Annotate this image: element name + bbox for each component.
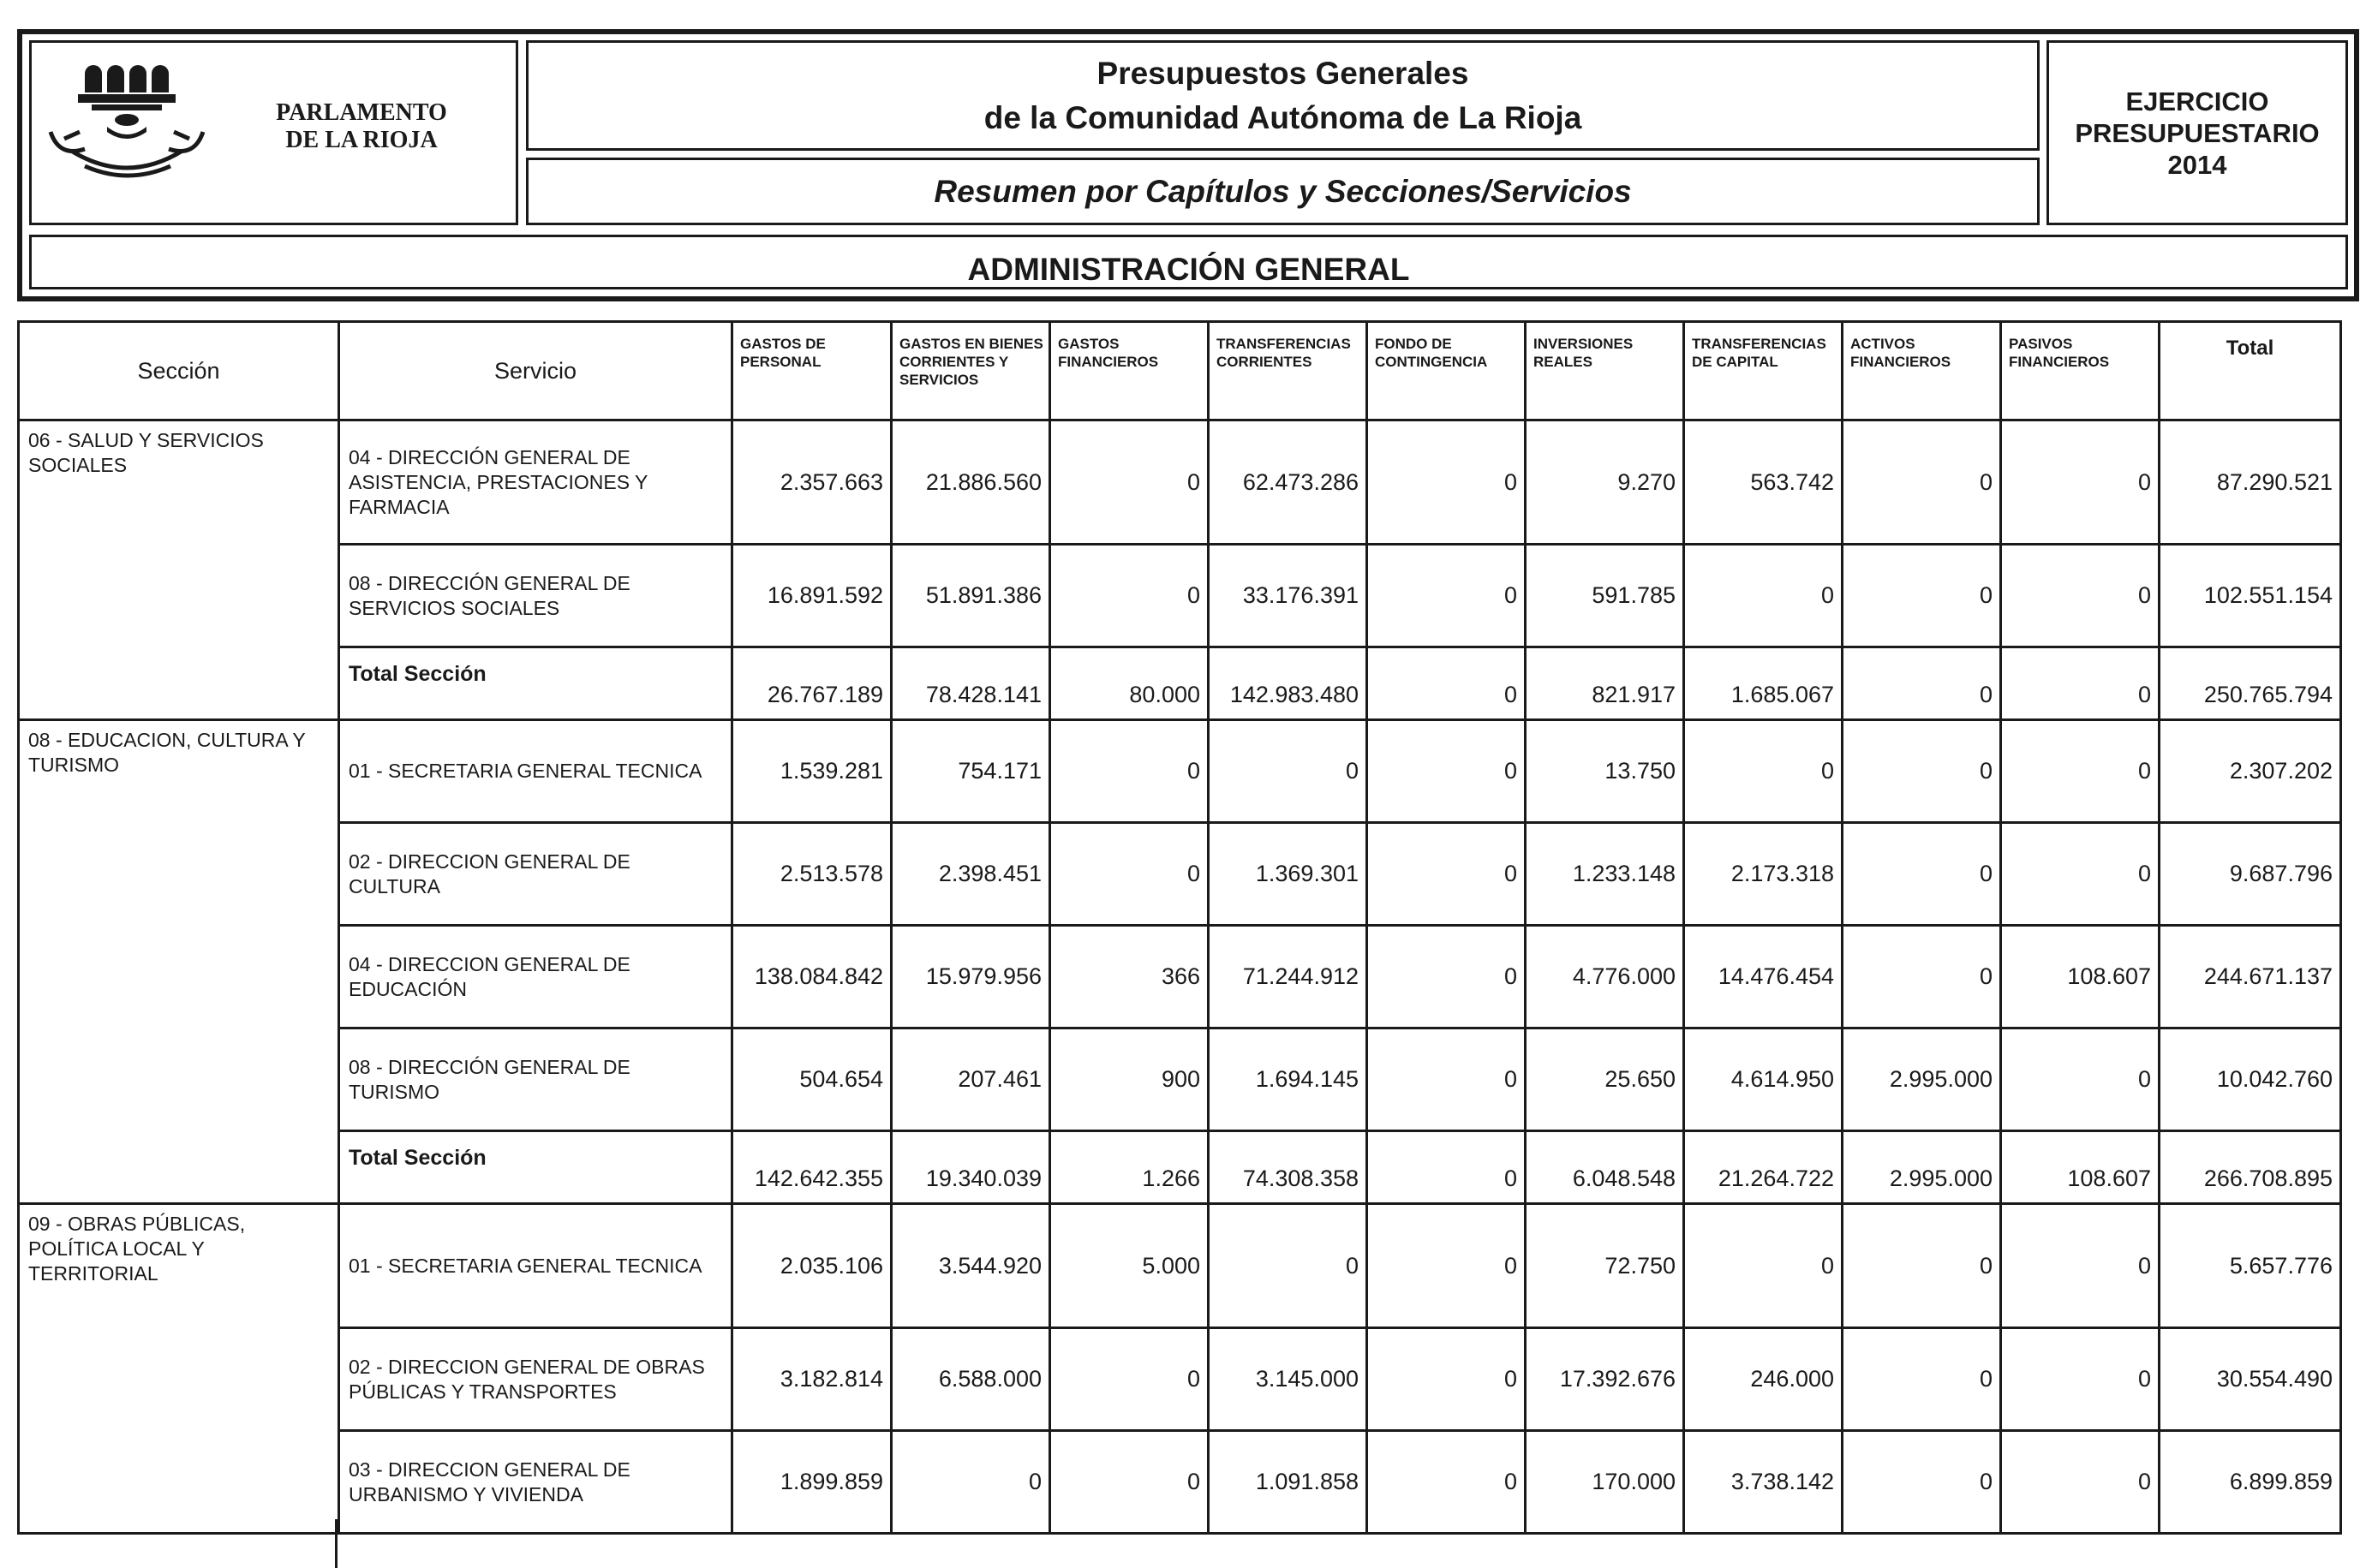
col-pasivos-financieros: PASIVOS FINANCIEROS (2001, 322, 2160, 420)
value-cell: 2.173.318 (1684, 823, 1843, 926)
value-cell: 142.983.480 (1209, 647, 1367, 720)
servicio-cell: 04 - DIRECCIÓN GENERAL DE ASISTENCIA, PRESTACIONES Y FARMACIA (339, 420, 732, 545)
value-cell: 0 (1050, 420, 1209, 545)
total-cell: 10.042.760 (2160, 1028, 2341, 1131)
seccion-cell: 09 - OBRAS PÚBLICAS, POLÍTICA LOCAL Y TERRITORIAL (19, 1204, 339, 1534)
table-row (19, 1431, 2341, 1534)
table-row (19, 1328, 2341, 1431)
total-cell: 30.554.490 (2160, 1328, 2341, 1431)
table-row (19, 823, 2341, 926)
value-cell: 4.776.000 (1526, 926, 1684, 1028)
value-cell: 6.588.000 (892, 1328, 1050, 1431)
value-cell: 26.767.189 (732, 647, 892, 720)
value-cell: 2.398.451 (892, 823, 1050, 926)
subtitle-box (526, 158, 2040, 225)
value-cell: 0 (2001, 545, 2160, 647)
col-transferencias-capital: TRANSFERENCIAS DE CAPITAL (1684, 322, 1843, 420)
table-header-row (19, 322, 2341, 420)
total-row (19, 647, 2341, 720)
value-cell: 25.650 (1526, 1028, 1684, 1131)
value-cell: 563.742 (1684, 420, 1843, 545)
value-cell: 138.084.842 (732, 926, 892, 1028)
value-cell: 108.607 (2001, 1131, 2160, 1204)
value-cell: 0 (1367, 926, 1526, 1028)
section-title: ADMINISTRACIÓN GENERAL (967, 252, 1410, 287)
logo-text (263, 99, 460, 154)
value-cell: 51.891.386 (892, 545, 1050, 647)
value-cell: 1.369.301 (1209, 823, 1367, 926)
title-line2: de la Comunidad Autónoma de La Rioja (983, 99, 1582, 135)
value-cell: 108.607 (2001, 926, 2160, 1028)
value-cell: 0 (1367, 1431, 1526, 1534)
value-cell: 754.171 (892, 720, 1050, 823)
value-cell: 14.476.454 (1684, 926, 1843, 1028)
servicio-cell: 03 - DIRECCION GENERAL DE URBANISMO Y VIVIENDA (339, 1431, 732, 1534)
total-row (19, 1131, 2341, 1204)
col-fondo-contingencia: FONDO DE CONTINGENCIA (1367, 322, 1526, 420)
value-cell: 0 (1050, 720, 1209, 823)
col-activos-financieros: ACTIVOS FINANCIEROS (1843, 322, 2001, 420)
value-cell: 0 (2001, 720, 2160, 823)
col-gastos-bienes: GASTOS EN BIENES CORRIENTES Y SERVICIOS (892, 322, 1050, 420)
value-cell: 504.654 (732, 1028, 892, 1131)
value-cell: 1.694.145 (1209, 1028, 1367, 1131)
value-cell: 5.000 (1050, 1204, 1209, 1328)
servicio-cell: 02 - DIRECCION GENERAL DE OBRAS PÚBLICAS Y TRANSPORTES (339, 1328, 732, 1431)
value-cell: 2.035.106 (732, 1204, 892, 1328)
servicio-cell: 04 - DIRECCION GENERAL DE EDUCACIÓN (339, 926, 732, 1028)
value-cell: 591.785 (1526, 545, 1684, 647)
value-cell: 16.891.592 (732, 545, 892, 647)
table-row (19, 926, 2341, 1028)
logo-line1: PARLAMENTO (276, 99, 447, 126)
total-seccion-label: Total Sección (339, 1131, 732, 1204)
value-cell: 0 (2001, 1328, 2160, 1431)
col-transferencias-corrientes: TRANSFERENCIAS CORRIENTES (1209, 322, 1367, 420)
col-gastos-financieros: GASTOS FINANCIEROS (1050, 322, 1209, 420)
total-cell: 266.708.895 (2160, 1131, 2341, 1204)
value-cell: 1.899.859 (732, 1431, 892, 1534)
value-cell: 0 (1367, 420, 1526, 545)
value-cell: 0 (1050, 545, 1209, 647)
year-box (2046, 40, 2348, 225)
value-cell: 0 (1843, 647, 2001, 720)
col-gastos-personal: GASTOS DE PERSONAL (732, 322, 892, 420)
total-cell: 9.687.796 (2160, 823, 2341, 926)
value-cell: 17.392.676 (1526, 1328, 1684, 1431)
value-cell: 2.995.000 (1843, 1131, 2001, 1204)
servicio-cell: 02 - DIRECCION GENERAL DE CULTURA (339, 823, 732, 926)
table-row (19, 420, 2341, 545)
value-cell: 21.264.722 (1684, 1131, 1843, 1204)
servicio-cell: 08 - DIRECCIÓN GENERAL DE SERVICIOS SOCIALES (339, 545, 732, 647)
col-inversiones-reales: INVERSIONES REALES (1526, 322, 1684, 420)
year-line2: PRESUPUESTARIO (2075, 117, 2320, 148)
value-cell: 0 (1843, 545, 2001, 647)
value-cell: 3.544.920 (892, 1204, 1050, 1328)
value-cell: 9.270 (1526, 420, 1684, 545)
value-cell: 1.233.148 (1526, 823, 1684, 926)
logo-line2: DE LA RIOJA (285, 127, 438, 153)
col-total: Total (2160, 322, 2341, 420)
table-body (19, 420, 2341, 1534)
value-cell: 62.473.286 (1209, 420, 1367, 545)
value-cell: 0 (1209, 720, 1367, 823)
value-cell: 0 (1367, 545, 1526, 647)
title-box (526, 40, 2040, 151)
col-seccion: Sección (19, 322, 339, 420)
value-cell: 170.000 (1526, 1431, 1684, 1534)
value-cell: 207.461 (892, 1028, 1050, 1131)
value-cell: 0 (2001, 1204, 2160, 1328)
value-cell: 0 (1843, 420, 2001, 545)
value-cell: 33.176.391 (1209, 545, 1367, 647)
value-cell: 3.145.000 (1209, 1328, 1367, 1431)
value-cell: 900 (1050, 1028, 1209, 1131)
value-cell: 0 (892, 1431, 1050, 1534)
table-row (19, 1204, 2341, 1328)
value-cell: 0 (1684, 720, 1843, 823)
value-cell: 0 (1367, 823, 1526, 926)
value-cell: 1.266 (1050, 1131, 1209, 1204)
total-cell: 87.290.521 (2160, 420, 2341, 545)
value-cell: 0 (1050, 1328, 1209, 1431)
col-servicio: Servicio (339, 322, 732, 420)
value-cell: 21.886.560 (892, 420, 1050, 545)
value-cell: 2.513.578 (732, 823, 892, 926)
value-cell: 0 (1209, 1204, 1367, 1328)
total-seccion-label: Total Sección (339, 647, 732, 720)
title-line1: Presupuestos Generales (1096, 55, 1469, 91)
total-cell: 102.551.154 (2160, 545, 2341, 647)
value-cell: 0 (2001, 420, 2160, 545)
year-line3: 2014 (2167, 149, 2227, 180)
total-cell: 5.657.776 (2160, 1204, 2341, 1328)
value-cell: 72.750 (1526, 1204, 1684, 1328)
value-cell: 0 (2001, 647, 2160, 720)
value-cell: 0 (1684, 1204, 1843, 1328)
value-cell: 0 (1843, 926, 2001, 1028)
budget-table (17, 320, 2342, 1535)
servicio-cell: 01 - SECRETARIA GENERAL TECNICA (339, 720, 732, 823)
value-cell: 0 (1843, 720, 2001, 823)
value-cell: 3.738.142 (1684, 1431, 1843, 1534)
year-line1: EJERCICIO (2125, 86, 2269, 116)
value-cell: 2.995.000 (1843, 1028, 2001, 1131)
value-cell: 78.428.141 (892, 647, 1050, 720)
servicio-cell: 01 - SECRETARIA GENERAL TECNICA (339, 1204, 732, 1328)
value-cell: 142.642.355 (732, 1131, 892, 1204)
value-cell: 3.182.814 (732, 1328, 892, 1431)
logo-box (29, 40, 518, 225)
total-cell: 2.307.202 (2160, 720, 2341, 823)
value-cell: 74.308.358 (1209, 1131, 1367, 1204)
table-row (19, 545, 2341, 647)
value-cell: 821.917 (1526, 647, 1684, 720)
value-cell: 80.000 (1050, 647, 1209, 720)
value-cell: 0 (1843, 1328, 2001, 1431)
value-cell: 0 (1367, 1131, 1526, 1204)
table-row (19, 720, 2341, 823)
value-cell: 0 (1050, 823, 1209, 926)
subtitle: Resumen por Capítulos y Secciones/Servicios (934, 173, 1632, 209)
value-cell: 13.750 (1526, 720, 1684, 823)
table-continuation-line (335, 1519, 338, 1568)
value-cell: 0 (1684, 545, 1843, 647)
parlamento-logo-icon (40, 63, 237, 183)
value-cell: 15.979.956 (892, 926, 1050, 1028)
value-cell: 1.091.858 (1209, 1431, 1367, 1534)
value-cell: 4.614.950 (1684, 1028, 1843, 1131)
value-cell: 0 (2001, 823, 2160, 926)
value-cell: 0 (1367, 1028, 1526, 1131)
value-cell: 0 (2001, 1431, 2160, 1534)
value-cell: 0 (1367, 1204, 1526, 1328)
value-cell: 1.685.067 (1684, 647, 1843, 720)
value-cell: 0 (1050, 1431, 1209, 1534)
section-title-box (29, 235, 2348, 289)
value-cell: 0 (1367, 720, 1526, 823)
value-cell: 0 (1367, 1328, 1526, 1431)
total-cell: 250.765.794 (2160, 647, 2341, 720)
value-cell: 0 (1367, 647, 1526, 720)
seccion-cell: 06 - SALUD Y SERVICIOS SOCIALES (19, 420, 339, 720)
value-cell: 0 (1843, 823, 2001, 926)
value-cell: 0 (2001, 1028, 2160, 1131)
value-cell: 366 (1050, 926, 1209, 1028)
value-cell: 1.539.281 (732, 720, 892, 823)
servicio-cell: 08 - DIRECCIÓN GENERAL DE TURISMO (339, 1028, 732, 1131)
value-cell: 2.357.663 (732, 420, 892, 545)
value-cell: 246.000 (1684, 1328, 1843, 1431)
seccion-cell: 08 - EDUCACION, CULTURA Y TURISMO (19, 720, 339, 1204)
total-cell: 244.671.137 (2160, 926, 2341, 1028)
value-cell: 0 (1843, 1431, 2001, 1534)
value-cell: 0 (1843, 1204, 2001, 1328)
value-cell: 19.340.039 (892, 1131, 1050, 1204)
table-row (19, 1028, 2341, 1131)
total-cell: 6.899.859 (2160, 1431, 2341, 1534)
value-cell: 6.048.548 (1526, 1131, 1684, 1204)
value-cell: 71.244.912 (1209, 926, 1367, 1028)
